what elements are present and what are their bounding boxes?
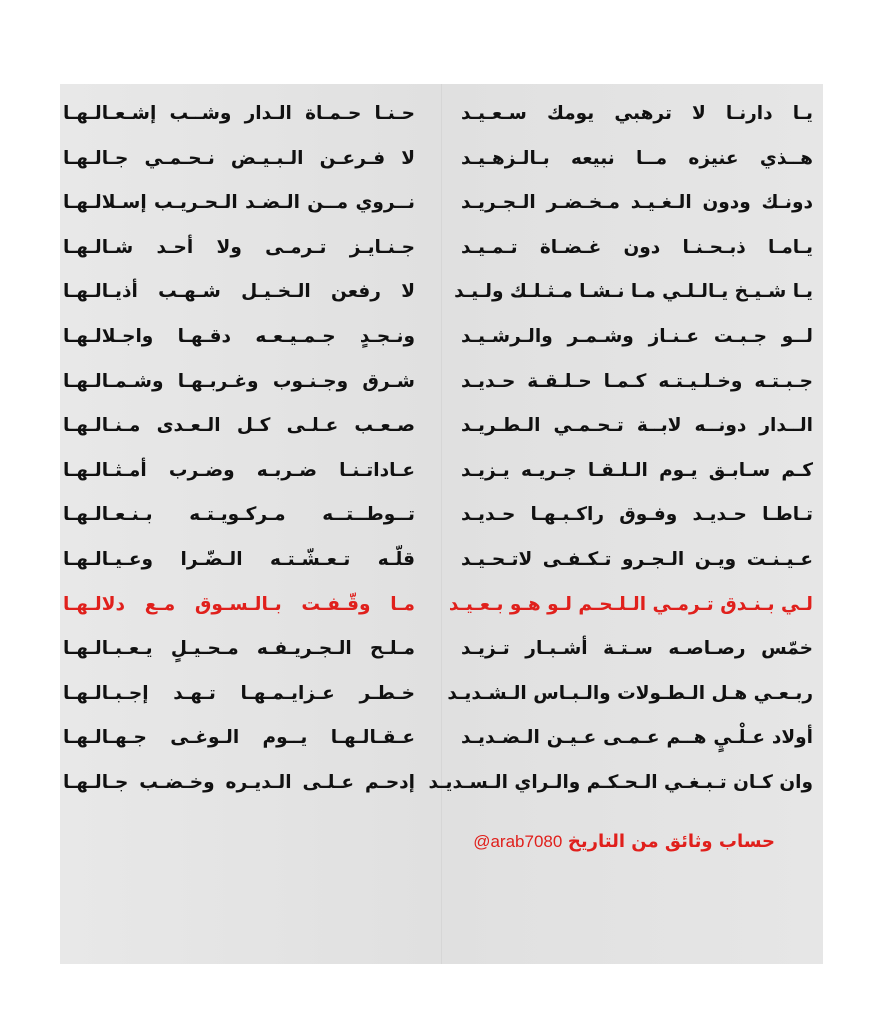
left-verse-15: عـقـالـهـا يــوم الـوغـى جـهـالـهـا <box>63 727 415 749</box>
right-verse-1: يـا دارنـا لا ترهبي يومك سـعـيـد <box>461 103 813 124</box>
right-verse-10: تـاطـا حـديـد وفـوق راكـبـهـا حـديـد <box>461 504 813 526</box>
right-verse-15: أولاد عـلْـيٍ هــم عـمـى عـيـن الـضـديـد <box>461 727 813 749</box>
right-verse-11: عـيـنـت ويـن الـجـرو تـكـفـى لاتـحـيـد <box>461 548 813 570</box>
credit-account-name: حساب وثائق من التاريخ <box>567 831 775 852</box>
left-verse-2: لا فـرعـن الـبـيـض نـحـمـي جـالـهـا <box>63 147 415 169</box>
right-verse-9: كـم سـابـق يـوم الـلـقـا جـريـه يـزيـد <box>461 459 813 481</box>
right-verse-7: جـبـتـه وخـلـيـتـه كـمـا حـلـقـة حـديـد <box>461 370 813 392</box>
left-verse-9: عـاداتـنـا ضـربـه وضـرب أمـثـالـهـا <box>63 459 415 481</box>
left-verse-5: لا رفعن الـخـيـل شـهـب أذيـالـهـا <box>63 281 415 303</box>
left-verse-13: مـلـح الـجـريـفـه مـحـيـلٍ يـعـبـالـهـا <box>63 638 415 660</box>
right-verse-column <box>428 92 813 806</box>
poem-panel <box>60 84 823 964</box>
right-verse-3: دونـك ودون الـغـيـد مـخـضـر الـجـريـد <box>461 192 813 214</box>
left-verse-11: قلّـه تـعـشّـتـه الـضّـرا وعـيـالـهـا <box>63 548 415 570</box>
right-verse-16: وان كـان تـبـغـي الـحـكـم والـراي الـسـديـد <box>428 771 813 793</box>
right-verse-2: هــذي عنيزه مــا نبيعه بـالـزهـيـد <box>461 147 813 169</box>
left-verse-16: إدحـم عـلـى الـديـره وخـضـب جـالـهـا <box>63 771 415 793</box>
right-verse-6: لــو جـبـت عـنـاز وشـمـر والـرشـيـد <box>461 325 813 347</box>
left-verse-12: مـا وقّـفـت بـالـسـوق مـع دلالـهـا <box>63 593 415 615</box>
column-divider <box>441 84 442 964</box>
right-verse-12: لـي بـنـدق تـرمـي الـلـحـم لـو هـو بـعـيـد <box>448 593 813 615</box>
left-verse-7: شـرق وجـنـوب وغـربـهـا وشـمـالـهـا <box>63 370 415 392</box>
left-verse-14: خـطـر عـزايـمـهـا تـهـد إجـبـالـهـا <box>63 682 415 704</box>
left-verse-3: نــروي مــن الـضـد الـحـريـب إسـلالـهـا <box>63 192 415 214</box>
right-verse-5: يـا شـيـخ يـالـلـي مـا نـشـا مـثـلـك ولـيـد <box>454 281 813 303</box>
right-verse-13: خمّس رصـاصـه سـتـة أشـبـار تـزيـد <box>461 638 813 660</box>
left-verse-6: ونـجـدٍ جـمـيـعـه دقـهـا واجـلالـهـا <box>63 325 415 347</box>
left-verse-4: جـنـايـز تـرمـى ولا أحـد شـالـهـا <box>63 236 415 258</box>
credit-handle: @arab7080 <box>473 832 563 851</box>
right-verse-14: ربـعـي هـل الـطـولات والـبـاس الـشـديـد <box>447 682 813 704</box>
right-verse-8: الــدار دونــه لابــة تـحـمـي الـطـريـد <box>461 415 813 437</box>
left-verse-column <box>63 92 415 806</box>
left-verse-10: تــوطــتــه مـركـويـتـه بـنـعـالـهـا <box>63 504 415 526</box>
left-verse-8: صـعـب عـلـى كـل الـعـدى مـنـالـهـا <box>63 415 415 437</box>
credit-line <box>455 822 775 862</box>
right-verse-4: يـامـا ذبـحـنـا دون غـضـاة تـمـيـد <box>461 236 813 258</box>
left-verse-1: حـنـا حـمـاة الـدار وشــب إشـعـالـهـا <box>63 103 415 124</box>
